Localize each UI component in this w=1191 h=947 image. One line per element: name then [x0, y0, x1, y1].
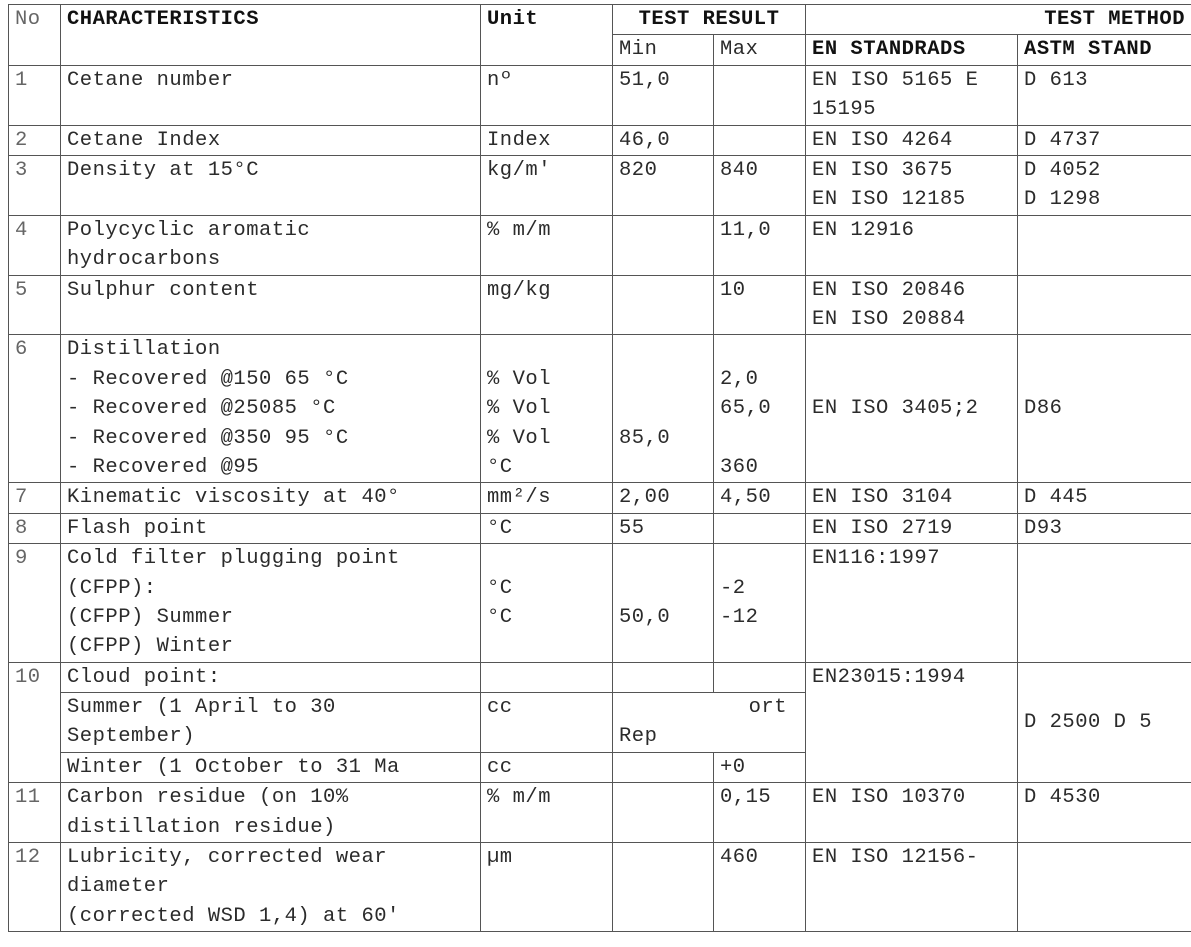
characteristic-cell-line: Kinematic viscosity at 40° — [67, 486, 400, 510]
max-cell — [714, 215, 806, 275]
unit-cell-line: % Vol — [487, 397, 552, 421]
max-cell-line: -12 — [720, 605, 759, 629]
max-cell-line: 460 — [720, 846, 759, 870]
min-cell — [613, 215, 714, 275]
unit-cell — [481, 125, 613, 155]
max-cell — [714, 662, 806, 692]
max-cell-line: 0,15 — [720, 786, 772, 810]
max-cell-line: 65,0 — [720, 397, 772, 421]
en-standard-cell-line: EN ISO 5165 E — [812, 68, 979, 92]
en-standard-cell — [806, 156, 1018, 216]
max-cell-line — [720, 544, 799, 573]
max-cell-line — [720, 632, 799, 661]
astm-standard-cell-line: D 613 — [1024, 68, 1089, 92]
characteristic-cell-line: Distillation — [67, 338, 221, 362]
astm-standard-cell-line — [1024, 276, 1185, 305]
astm-standard-cell-line — [1024, 544, 1185, 573]
en-standard-cell-line: EN ISO 12156- — [812, 846, 979, 870]
min-cell-line — [619, 574, 707, 603]
unit-cell-line — [487, 544, 606, 573]
min-cell — [613, 843, 714, 932]
en-standard-cell-line — [812, 453, 1011, 482]
min-cell-line: 51,0 — [619, 68, 671, 92]
characteristic-cell — [61, 843, 481, 932]
unit-cell-line: °C — [487, 516, 513, 540]
max-cell-line — [720, 66, 799, 95]
astm-standard-cell — [1018, 783, 1191, 843]
header-unit: Unit — [481, 5, 613, 66]
en-standard-cell — [806, 513, 1018, 543]
characteristic-cell-line: Lubricity, corrected wear — [67, 846, 388, 870]
unit-cell: cc — [481, 693, 613, 753]
row-number: 8 — [9, 513, 61, 543]
astm-standard-cell-line: D93 — [1024, 516, 1063, 540]
min-cell — [613, 156, 714, 216]
astm-standard-cell — [1018, 65, 1191, 125]
result-cell-line: ort — [748, 696, 788, 720]
characteristic-cell-line: Carbon residue (on 10% — [67, 786, 349, 810]
header-test-method: TEST METHOD — [806, 5, 1191, 35]
max-cell-line — [720, 514, 799, 543]
characteristic-cell: Winter (1 October to 31 Ma — [61, 752, 481, 782]
max-cell-line: 360 — [720, 455, 759, 479]
table-row — [9, 125, 1191, 155]
astm-standard-cell — [1018, 843, 1191, 932]
min-cell — [613, 65, 714, 125]
en-standard-cell — [806, 65, 1018, 125]
min-cell — [613, 783, 714, 843]
astm-standard-cell — [1018, 513, 1191, 543]
characteristic-cell — [61, 783, 481, 843]
unit-cell-line: % m/m — [487, 218, 552, 242]
header-max: Max — [714, 35, 806, 65]
min-cell-line — [619, 216, 707, 245]
header-astm-standards: ASTM STAND — [1018, 35, 1191, 65]
min-cell-line: 2,00 — [619, 486, 671, 510]
min-cell-line — [619, 544, 707, 573]
min-cell — [613, 483, 714, 513]
min-cell — [613, 752, 714, 782]
specification-sheet — [8, 4, 1191, 940]
unit-cell-line: µm — [487, 846, 513, 870]
result-cell — [613, 693, 806, 753]
en-standard-cell-line — [812, 365, 1011, 394]
max-cell — [714, 65, 806, 125]
header-en-standards: EN STANDRADS — [806, 35, 1018, 65]
min-cell-line — [619, 632, 707, 661]
unit-cell — [481, 483, 613, 513]
table-row — [9, 843, 1191, 932]
min-cell-line — [619, 394, 707, 423]
min-cell — [613, 125, 714, 155]
characteristic-cell-line: Sulphur content — [67, 278, 260, 302]
characteristic-cell-line: (CFPP) Summer — [67, 605, 234, 629]
characteristic-cell-line: hydrocarbons — [67, 248, 221, 272]
characteristic-cell-line: Summer (1 April to 30 — [67, 696, 336, 720]
astm-standard-cell — [1018, 125, 1191, 155]
header-characteristics: CHARACTERISTICS — [61, 5, 481, 66]
header-min: Min — [613, 35, 714, 65]
max-cell-line — [720, 126, 799, 155]
en-standard-cell — [806, 125, 1018, 155]
en-standard-cell — [806, 275, 1018, 335]
en-standard-cell-line: EN ISO 3675 — [812, 159, 953, 182]
min-cell-line: 55 — [619, 516, 645, 540]
astm-standard-cell-line — [1024, 843, 1185, 872]
unit-cell-line: mm²/s — [487, 486, 552, 510]
min-cell-line — [619, 365, 707, 394]
table-row — [9, 662, 1191, 692]
astm-standard-cell-line: D 1298 — [1024, 188, 1101, 212]
en-standard-cell-line: EN 12916 — [812, 218, 915, 242]
table-row — [9, 513, 1191, 543]
en-standard-cell-line: EN ISO 3405;2 — [812, 397, 979, 421]
table-row — [9, 783, 1191, 843]
unit-cell — [481, 513, 613, 543]
astm-standard-cell — [1018, 483, 1191, 513]
en-standard-cell-line: EN ISO 4264 — [812, 128, 953, 152]
astm-standard-cell — [1018, 544, 1191, 663]
characteristic-cell-line: Cetane number — [67, 68, 234, 92]
unit-cell — [481, 335, 613, 483]
row-number: 11 — [9, 783, 61, 843]
astm-standard-cell-line — [1024, 453, 1185, 482]
table-row — [9, 483, 1191, 513]
unit-cell-line: Index — [487, 128, 552, 152]
min-cell-line — [619, 453, 707, 482]
row-number: 6 — [9, 335, 61, 483]
max-cell-line: -2 — [720, 576, 746, 600]
astm-standard-cell — [1018, 662, 1191, 783]
en-standard-cell: EN23015:1994 — [806, 662, 1018, 783]
min-cell-line — [619, 783, 707, 812]
characteristic-cell — [61, 544, 481, 663]
astm-standard-cell — [1018, 215, 1191, 275]
unit-cell-line: kg/m' — [487, 159, 552, 182]
unit-cell-line: % Vol — [487, 426, 552, 450]
min-cell-line: 46,0 — [619, 128, 671, 152]
min-cell — [613, 275, 714, 335]
table-row — [9, 544, 1191, 663]
astm-standard-cell-line: D 4737 — [1024, 128, 1101, 152]
characteristic-cell — [61, 693, 481, 753]
characteristic-cell-line: (corrected WSD 1,4) at 60' — [67, 904, 400, 928]
table-row — [9, 215, 1191, 275]
en-standard-cell — [806, 544, 1018, 663]
astm-standard-cell-line — [1024, 365, 1185, 394]
astm-standard-cell-line — [1024, 335, 1185, 364]
row-number: 12 — [9, 843, 61, 932]
characteristic-cell-line: (CFPP): — [67, 576, 157, 600]
max-cell — [714, 483, 806, 513]
unit-cell-line: °C — [487, 455, 513, 479]
characteristic-cell — [61, 483, 481, 513]
unit-cell — [481, 544, 613, 663]
table-row — [9, 65, 1191, 125]
unit-cell — [481, 156, 613, 216]
table-row — [9, 275, 1191, 335]
row-number: 1 — [9, 65, 61, 125]
header-test-result: TEST RESULT — [613, 5, 806, 35]
max-cell — [714, 843, 806, 932]
characteristic-cell — [61, 65, 481, 125]
row-number: 10 — [9, 662, 61, 783]
en-standard-cell-line: 15195 — [812, 98, 877, 122]
astm-standard-cell — [1018, 335, 1191, 483]
unit-cell-line: mg/kg — [487, 278, 552, 302]
min-cell-line — [619, 276, 707, 305]
characteristic-cell-line: September) — [67, 725, 196, 749]
characteristic-cell — [61, 335, 481, 483]
unit-cell-line — [487, 632, 606, 661]
min-cell-line: 85,0 — [619, 426, 671, 450]
unit-cell: cc — [481, 752, 613, 782]
en-standard-cell-line: EN116:1997 — [812, 547, 941, 571]
characteristic-cell — [61, 215, 481, 275]
row-number: 9 — [9, 544, 61, 663]
row-number: 5 — [9, 275, 61, 335]
max-cell-line — [720, 424, 799, 453]
characteristic-cell-line: - Recovered @95 — [67, 455, 260, 479]
unit-cell — [481, 843, 613, 932]
astm-standard-cell-line — [1024, 424, 1185, 453]
max-cell — [714, 125, 806, 155]
characteristic-cell — [61, 125, 481, 155]
characteristic-cell-line: Cetane Index — [67, 128, 221, 152]
row-number: 3 — [9, 156, 61, 216]
characteristic-cell-line: distillation residue) — [67, 815, 336, 839]
en-standard-cell — [806, 783, 1018, 843]
astm-standard-cell — [1018, 156, 1191, 216]
en-standard-cell-line: EN ISO 10370 — [812, 786, 966, 810]
min-cell — [613, 662, 714, 692]
astm-standard-cell-line: D 2500 D 5 — [1024, 710, 1153, 734]
en-standard-cell — [806, 483, 1018, 513]
characteristic-cell — [61, 156, 481, 216]
header-row-1 — [9, 5, 1191, 35]
max-cell: +0 — [714, 752, 806, 782]
en-standard-cell-line: EN ISO 20846 — [812, 278, 966, 302]
min-cell — [613, 335, 714, 483]
astm-standard-cell — [1018, 275, 1191, 335]
row-number: 4 — [9, 215, 61, 275]
min-cell-line: 50,0 — [619, 605, 671, 629]
max-cell — [714, 783, 806, 843]
min-cell-line — [619, 843, 707, 872]
characteristic-cell-line: (CFPP) Winter — [67, 635, 234, 659]
max-cell — [714, 544, 806, 663]
astm-standard-cell-line: D 445 — [1024, 486, 1089, 510]
table-row — [9, 156, 1191, 216]
en-standard-cell — [806, 215, 1018, 275]
characteristic-cell — [61, 275, 481, 335]
characteristic-cell-line: Polycyclic aromatic — [67, 218, 311, 242]
max-cell-line: 11,0 — [720, 218, 772, 242]
max-cell — [714, 275, 806, 335]
unit-cell-line: % Vol — [487, 367, 552, 391]
characteristic-cell-line: - Recovered @350 95 °C — [67, 426, 349, 450]
unit-cell-line: °C — [487, 605, 513, 629]
en-standard-cell-line: EN ISO 20884 — [812, 307, 966, 331]
unit-cell-line — [487, 335, 606, 364]
max-cell — [714, 335, 806, 483]
characteristic-cell: Cloud point: — [61, 662, 481, 692]
characteristic-cell-line: - Recovered @25085 °C — [67, 397, 336, 421]
en-standard-cell-line — [812, 424, 1011, 453]
max-cell-line: 2,0 — [720, 367, 759, 391]
en-standard-cell-line — [812, 335, 1011, 364]
characteristic-cell — [61, 513, 481, 543]
characteristic-cell-line: Cold filter plugging point — [67, 547, 400, 571]
max-cell-line: 4,50 — [720, 486, 772, 510]
specification-table — [8, 4, 1191, 932]
characteristic-cell-line: Density at 15°C — [67, 159, 260, 182]
unit-cell — [481, 215, 613, 275]
max-cell-line: 840 — [720, 159, 759, 182]
astm-standard-cell-line: D86 — [1024, 397, 1063, 421]
max-cell — [714, 156, 806, 216]
row-number: 2 — [9, 125, 61, 155]
max-cell-line — [720, 335, 799, 364]
unit-cell-line: °C — [487, 576, 513, 600]
result-cell-line: Rep — [619, 725, 658, 749]
unit-cell-line: nº — [487, 68, 513, 92]
astm-standard-cell-line: D 4052 — [1024, 159, 1101, 182]
unit-cell — [481, 65, 613, 125]
unit-cell — [481, 783, 613, 843]
unit-cell — [481, 275, 613, 335]
max-cell-line: 10 — [720, 278, 746, 302]
unit-cell-line: % m/m — [487, 786, 552, 810]
max-cell — [714, 513, 806, 543]
min-cell-line — [619, 335, 707, 364]
row-number: 7 — [9, 483, 61, 513]
min-cell — [613, 513, 714, 543]
header-no: No — [9, 5, 61, 66]
astm-standard-cell-line: D 4530 — [1024, 786, 1101, 810]
en-standard-cell — [806, 335, 1018, 483]
characteristic-cell-line: - Recovered @150 65 °C — [67, 367, 349, 391]
min-cell-line: 820 — [619, 159, 658, 182]
en-standard-cell-line: EN ISO 3104 — [812, 486, 953, 510]
en-standard-cell-line: EN ISO 12185 — [812, 188, 966, 212]
table-row — [9, 335, 1191, 483]
astm-standard-cell-line — [1024, 216, 1185, 245]
unit-cell — [481, 662, 613, 692]
characteristic-cell-line: Flash point — [67, 516, 208, 540]
en-standard-cell — [806, 843, 1018, 932]
min-cell — [613, 544, 714, 663]
characteristic-cell-line: diameter — [67, 875, 170, 899]
en-standard-cell-line: EN ISO 2719 — [812, 516, 953, 540]
